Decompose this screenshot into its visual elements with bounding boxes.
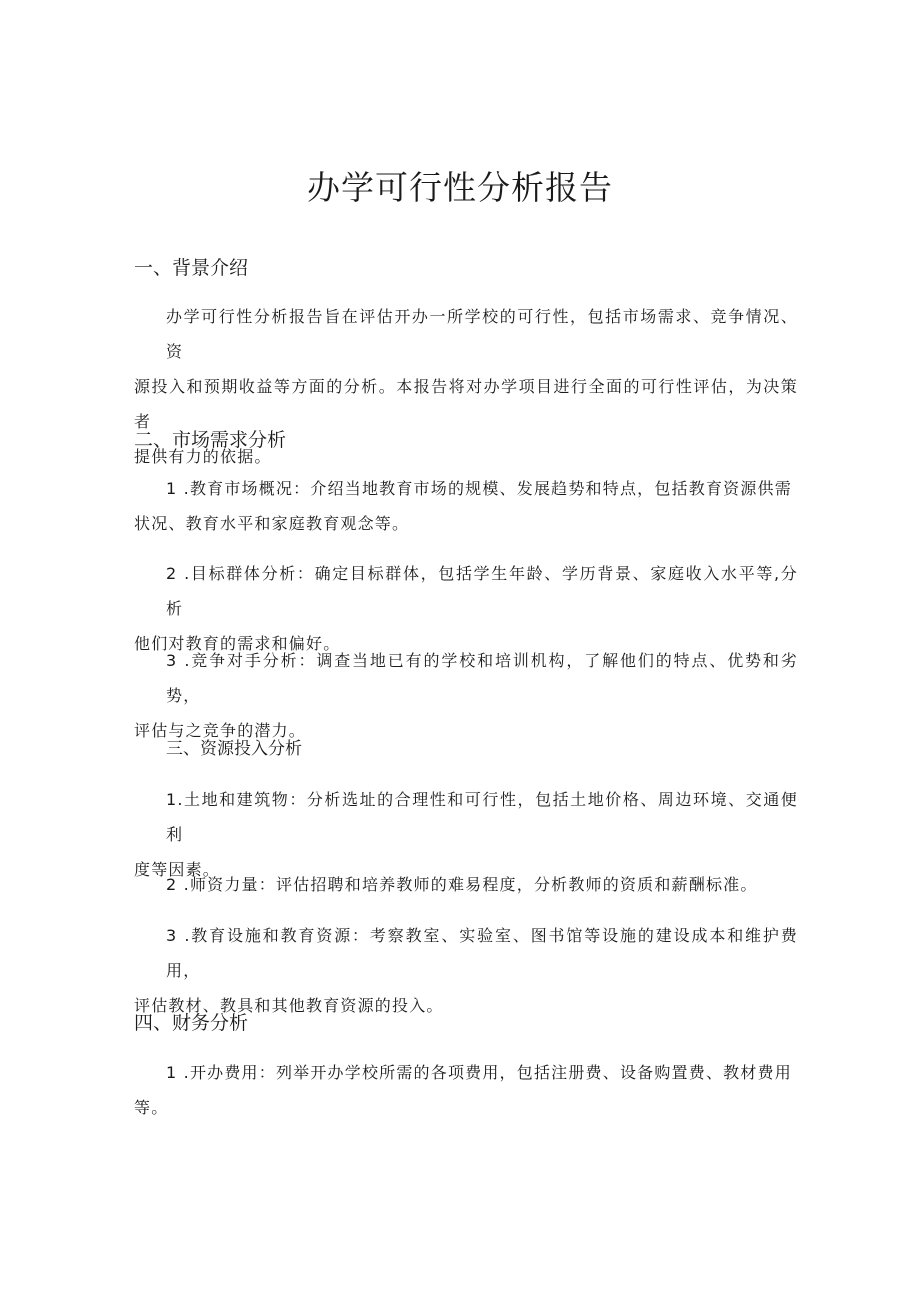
paragraph-line: 度等因素。 [134,860,221,879]
paragraph-line: 1 .教育市场概况：介绍当地教育市场的规模、发展趋势和特点，包括教育资源供需 [166,479,792,498]
paragraph-competitors [134,643,798,748]
section-heading-finance: 四、财务分析 [134,1012,249,1034]
paragraph-line: 他们对教育的需求和偏好。 [134,634,341,653]
paragraph-market-overview [134,471,798,541]
paragraph-line: 2 .目标群体分析：确定目标群体，包括学生年龄、学历背景、家庭收入水平等,分析 [166,564,798,618]
section-heading-background: 一、背景介绍 [134,257,249,279]
paragraph-teachers [134,867,798,902]
paragraph-line: 1.土地和建筑物：分析选址的合理性和可行性，包括土地价格、周边环境、交通便利 [166,790,798,844]
paragraph-line: 1 .开办费用：列举开办学校所需的各项费用，包括注册费、设备购置费、教材费用 [166,1063,792,1082]
paragraph-line: 提供有力的依据。 [134,447,272,466]
document-title: 办学可行性分析报告 [307,168,613,207]
paragraph-startup-costs [134,1055,798,1125]
paragraph-line: 3 .教育设施和教育资源：考察教室、实验室、图书馆等设施的建设成本和维护费用， [166,926,798,980]
paragraph-line: 3 .竞争对手分析：调查当地已有的学校和培训机构，了解他们的特点、优势和劣势， [166,651,798,705]
paragraph-line: 办学可行性分析报告旨在评估开办一所学校的可行性，包括市场需求、竞争情况、资 [166,307,798,361]
section-heading-market: 二、市场需求分析 [134,429,287,451]
paragraph-line: 状况、教育水平和家庭教育观念等。 [134,514,410,533]
paragraph-line: 评估教材、教具和其他教育资源的投入。 [134,996,444,1015]
paragraph-line: 源投入和预期收益等方面的分析。本报告将对办学项目进行全面的可行性评估，为决策者 [134,377,798,431]
paragraph-line: 等。 [134,1098,169,1117]
paragraph-line: 评估与之竞争的潜力。 [134,721,307,740]
section-heading-resources: 三、资源投入分析 [166,739,302,759]
paragraph-line: 2 .师资力量：评估招聘和培养教师的难易程度，分析教师的资质和薪酬标准。 [166,875,758,894]
